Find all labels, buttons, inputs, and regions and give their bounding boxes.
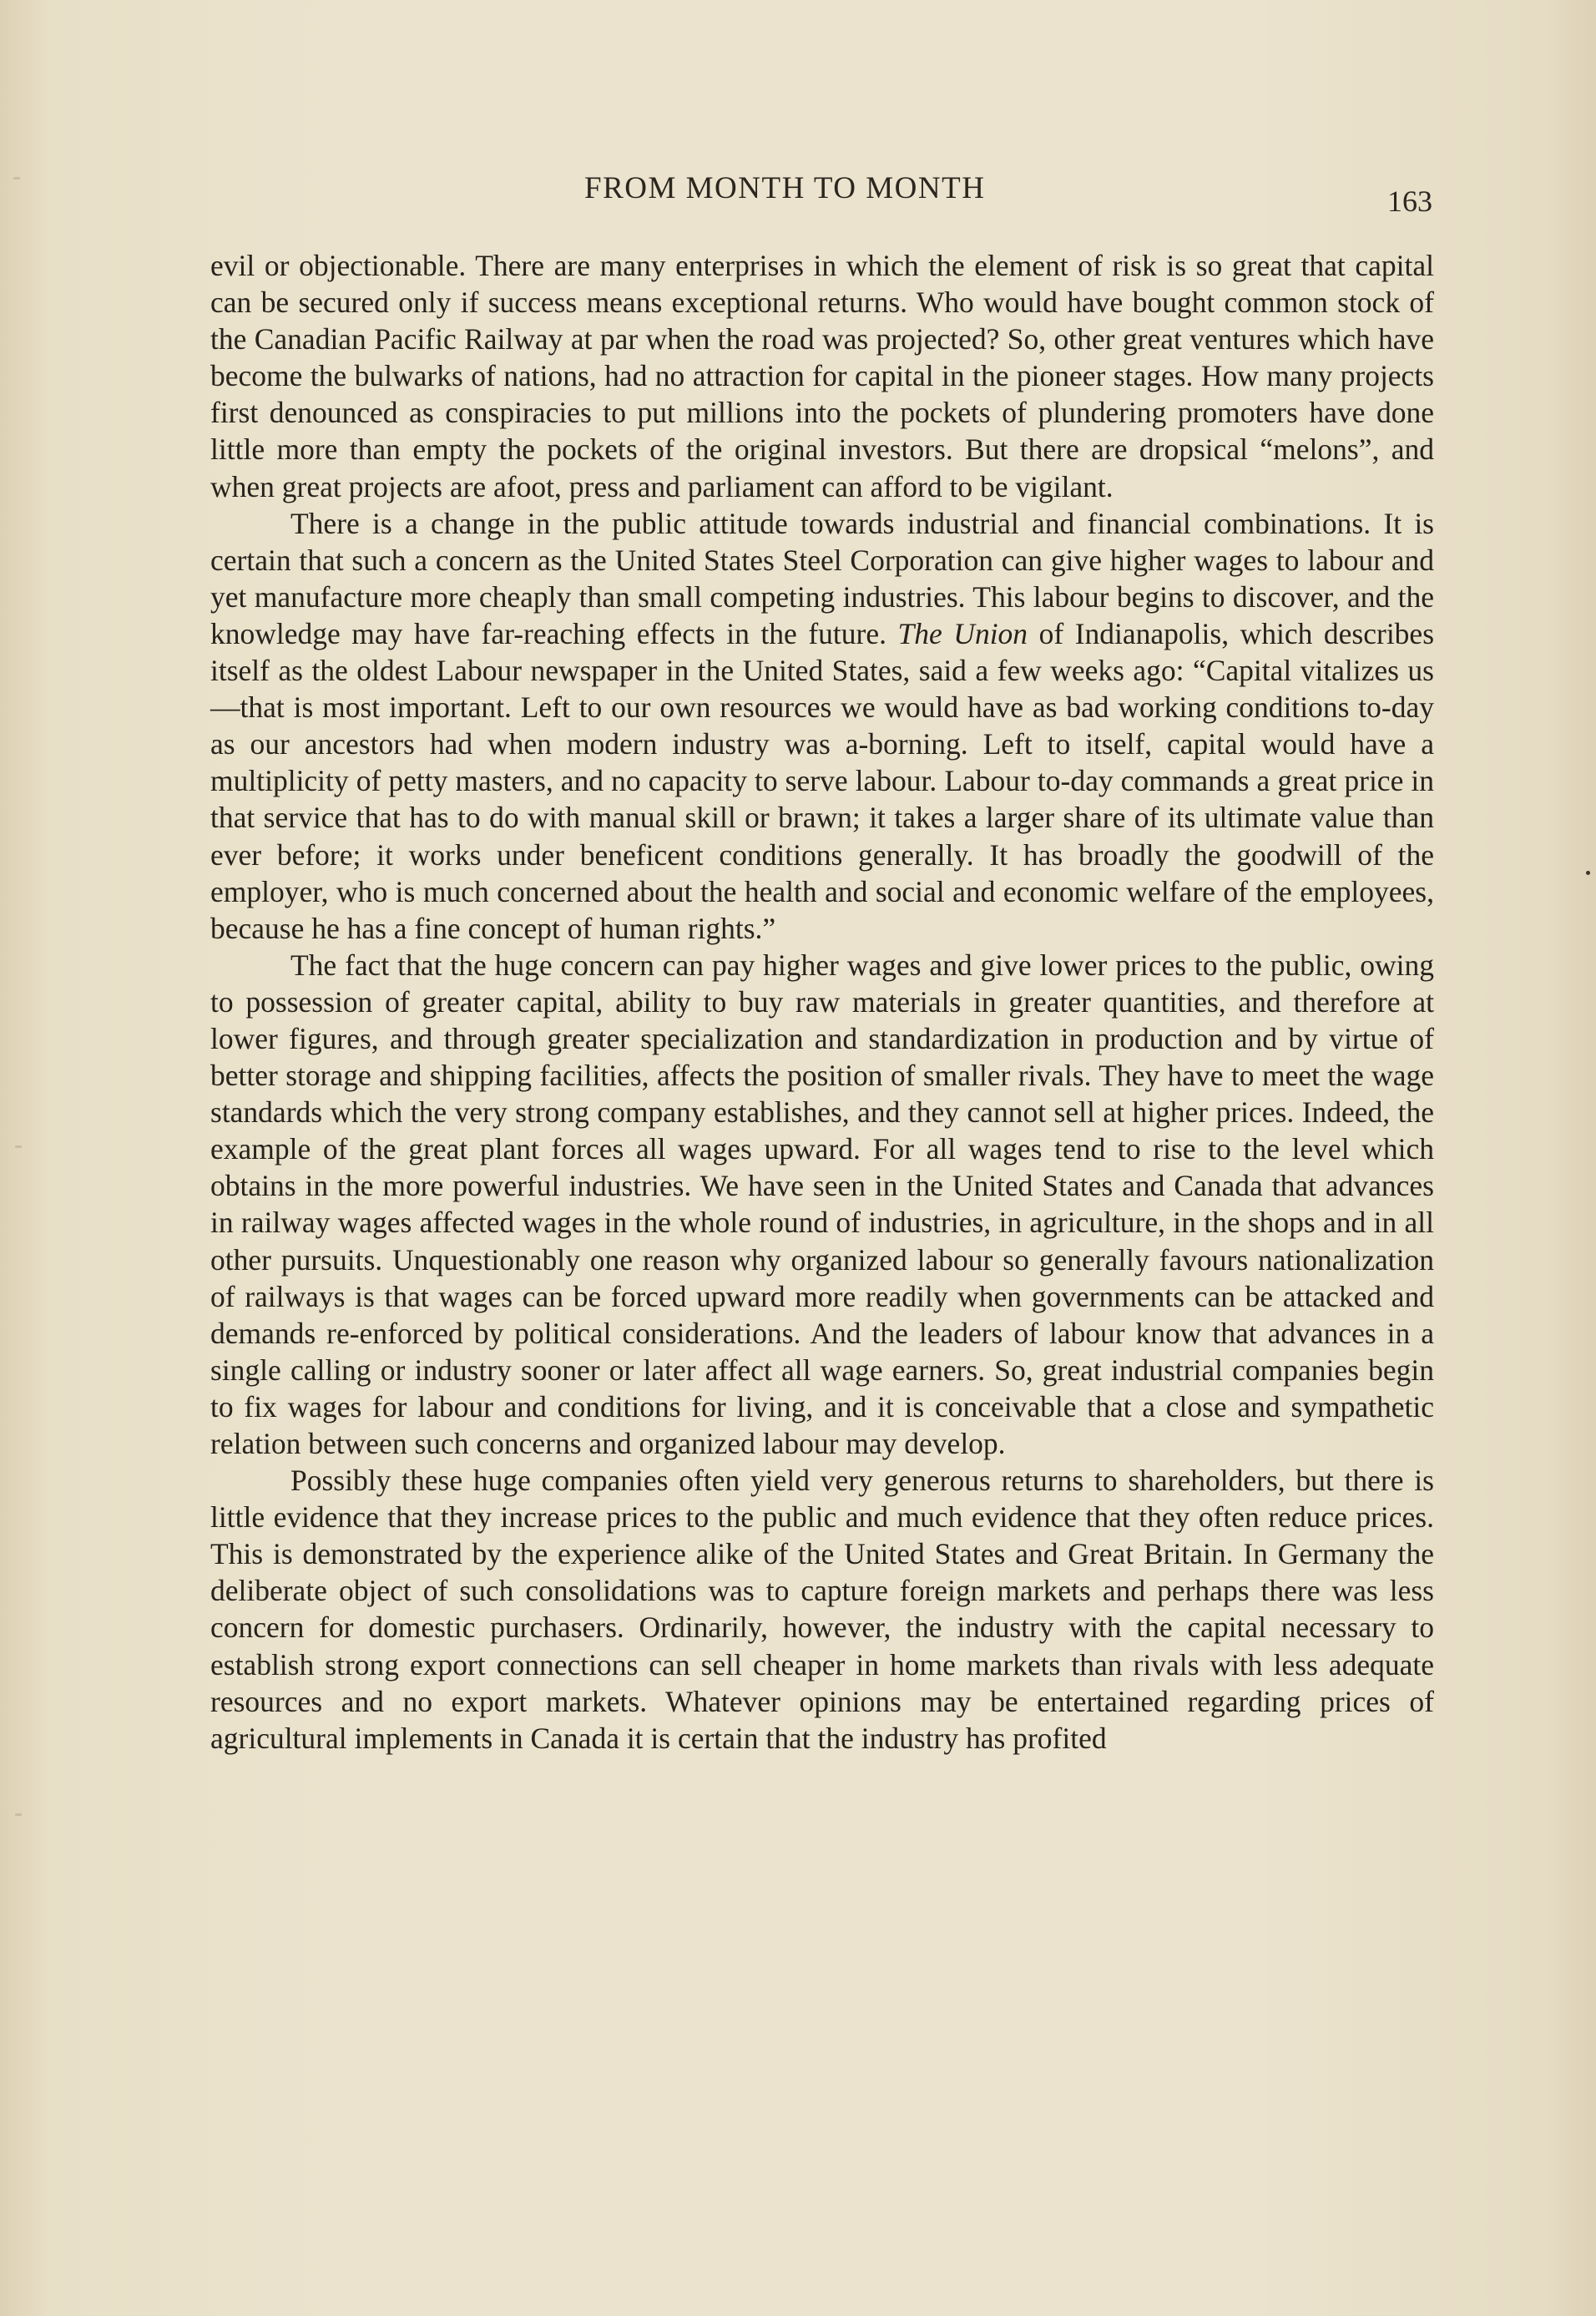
paragraph-4 xyxy=(210,1462,1434,1757)
paper-speck xyxy=(15,1813,22,1816)
running-title: FROM MONTH TO MONTH xyxy=(584,171,986,205)
body-text xyxy=(210,247,1434,1757)
paragraph-text: There is a change in the public attitude towards industrial and financial combinations. It is certain that such a concern as the United States Steel Corporation can give higher wages to labour and yet manufacture more cheaply than small competing industries. This labour begins to discover, and the knowledge may have far-reaching effects in the future. xyxy=(210,506,1434,650)
paper-speck xyxy=(1586,871,1590,875)
paragraph-3 xyxy=(210,947,1434,1462)
newspaper-title: The Union xyxy=(897,616,1028,650)
page-number: 163 xyxy=(1387,185,1432,218)
paper-speck xyxy=(15,1145,22,1148)
paragraph-text: evil or objectionable. There are many enterprises in which the element of risk is so great that capital can be secured only if success means exceptional returns. Who would have bought common stock of the Canadian Pacific Railway at par when the road was projected? So, other great ventures which have become the bulwarks of nations, had no attraction for capital in the pioneer stages. How many projects first denounced as conspiracies to put millions into the pockets of plundering promoters have done little more than empty the pockets of the original investors. But there are dropsical “melons”, and when great projects are afoot, press and parliament can afford to be vigilant. xyxy=(210,249,1434,503)
running-head xyxy=(0,170,1596,220)
paragraph-text: Possibly these huge companies often yield very generous returns to shareholders, but there is little evidence that they increase prices to the public and much evidence that they often reduce prices. This is demonstrated by the experience alike of the United States and Great Britain. In Germany the deliberate object of such consolidations was to capture foreign markets and perhaps there was less concern for domestic purchasers. Ordinarily, however, the industry with the capital necessary to establish strong export connections can sell cheaper in home markets than rivals with less adequate resources and no export markets. Whatever opinions may be entertained regarding prices of agricultural implements in Canada it is certain that the industry has profited xyxy=(210,1464,1434,1755)
paragraph-text: of Indianapolis, which describes itself as the oldest Labour newspaper in the United States, said a few weeks ago: “Capital vitalizes us—that is most important. Left to our own resources we would have as bad working conditions to-day as our ancestors had when modern industry was a-borning. Left to itself, capital would have a multiplicity of petty masters, and no capacity to serve labour. Labour to-day commands a great price in that service that has to do with manual skill or brawn; it takes a larger share of its ultimate value than ever before; it works under beneficent conditions generally. It has broadly the goodwill of the employer, who is much concerned about the health and social and economic welfare of the employees, because he has a fine concept of human rights.” xyxy=(210,616,1435,945)
paragraph-2 xyxy=(210,505,1434,947)
paragraph-text: The fact that the huge concern can pay higher wages and give lower prices to the public, owing to possession of greater capital, ability to buy raw materials in greater quantities, and therefore at lower figures, and through greater specialization and standardization in production and by virtue of better storage and shipping facilities, affects the position of smaller rivals. They have to meet the wage standards which the very strong company establishes, and they cannot sell at higher prices. Indeed, the example of the great plant forces all wages upward. For all wages tend to rise to the level which obtains in the more powerful industries. We have seen in the United States and Canada that advances in railway wages affected wages in the whole round of industries, in agriculture, in the shops and in all other pursuits. Unquestionably one reason why organized labour so generally favours nationalization of railways is that wages can be forced upward more readily when governments can be attacked and demands re-enforced by political considerations. And the leaders of labour know that advances in a single calling or industry sooner or later affect all wage earners. So, great industrial companies begin to fix wages for labour and conditions for living, and it is conceivable that a close and sympathetic relation between such concerns and organized labour may develop. xyxy=(210,948,1434,1460)
paragraph-1 xyxy=(210,247,1434,505)
paper-speck xyxy=(13,177,20,180)
